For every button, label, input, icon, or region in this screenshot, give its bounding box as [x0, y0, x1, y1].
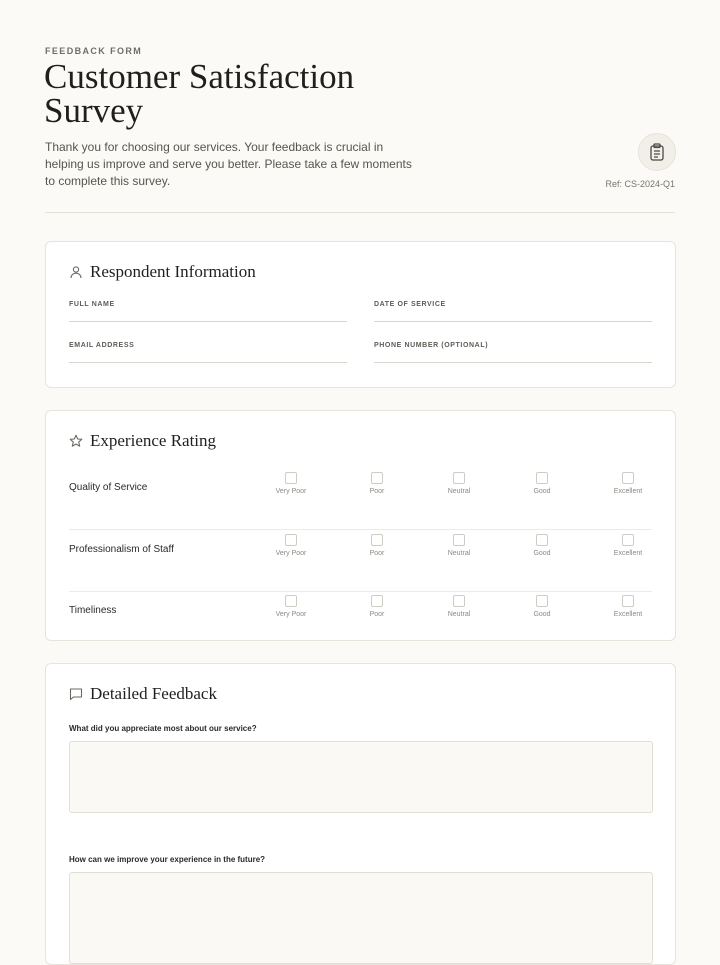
email-field[interactable]	[69, 342, 347, 363]
respondent-header	[69, 262, 256, 282]
clipboard-icon	[649, 143, 665, 161]
option-good[interactable]	[512, 534, 572, 557]
checkbox[interactable]	[371, 534, 383, 546]
option-label: Neutral	[447, 550, 471, 557]
option-poor[interactable]	[347, 595, 407, 618]
respondent-card	[45, 241, 676, 388]
reference-code: Ref: CS-2024-Q1	[605, 179, 675, 189]
option-excellent[interactable]	[598, 472, 658, 495]
option-label: Poor	[369, 550, 385, 557]
clipboard-badge	[638, 133, 676, 171]
feedback-header	[69, 684, 217, 704]
option-neutral[interactable]	[429, 472, 489, 495]
phone-label: PHONE NUMBER (OPTIONAL)	[374, 342, 489, 349]
option-label: Excellent	[613, 611, 643, 618]
user-icon	[69, 265, 83, 279]
option-good[interactable]	[512, 472, 572, 495]
date-of-service-label: DATE OF SERVICE	[374, 301, 446, 308]
rating-row-quality	[69, 468, 652, 530]
option-very-poor[interactable]	[261, 534, 321, 557]
full-name-field[interactable]	[69, 301, 347, 322]
checkbox[interactable]	[536, 534, 548, 546]
option-label: Good	[533, 488, 551, 495]
checkbox[interactable]	[622, 472, 634, 484]
question-appreciate-label: What did you appreciate most about our service?	[69, 724, 257, 733]
page-title: Customer Satisfaction Survey	[44, 57, 355, 130]
full-name-label: FULL NAME	[69, 301, 115, 308]
intro-text: Thank you for choosing our services. Your feedback is crucial in helping us improve and serve you better. Please take a few moments to complete this survey.	[45, 140, 412, 188]
rating-row-timeliness	[69, 591, 652, 652]
feedback-card	[45, 663, 676, 965]
rating-row-label: Timeliness	[69, 605, 117, 616]
full-name-input[interactable]	[69, 321, 347, 322]
option-label: Very Poor	[275, 488, 307, 495]
email-label: EMAIL ADDRESS	[69, 342, 135, 349]
checkbox[interactable]	[371, 595, 383, 607]
option-good[interactable]	[512, 595, 572, 618]
checkbox[interactable]	[622, 534, 634, 546]
phone-input[interactable]	[374, 362, 652, 363]
checkbox[interactable]	[285, 472, 297, 484]
rating-row-label: Quality of Service	[69, 482, 148, 493]
option-poor[interactable]	[347, 472, 407, 495]
option-label: Poor	[369, 611, 385, 618]
option-very-poor[interactable]	[261, 472, 321, 495]
checkbox[interactable]	[285, 595, 297, 607]
message-icon	[69, 687, 83, 701]
checkbox[interactable]	[285, 534, 297, 546]
feedback-title: Detailed Feedback	[90, 684, 217, 703]
respondent-title: Respondent Information	[90, 262, 256, 281]
checkbox[interactable]	[371, 472, 383, 484]
option-label: Neutral	[447, 488, 471, 495]
option-label: Very Poor	[275, 611, 307, 618]
option-label: Very Poor	[275, 550, 307, 557]
date-of-service-field[interactable]	[374, 301, 652, 322]
question-improve-label: How can we improve your experience in the future?	[69, 855, 266, 864]
option-excellent[interactable]	[598, 595, 658, 618]
option-label: Neutral	[447, 611, 471, 618]
checkbox[interactable]	[536, 472, 548, 484]
email-input[interactable]	[69, 362, 347, 363]
checkbox[interactable]	[536, 595, 548, 607]
option-label: Good	[533, 550, 551, 557]
header-divider	[45, 212, 675, 213]
appreciate-textarea[interactable]	[69, 741, 653, 813]
experience-header	[69, 431, 216, 451]
rating-row-professionalism	[69, 530, 652, 592]
checkbox[interactable]	[453, 595, 465, 607]
experience-title: Experience Rating	[90, 431, 217, 450]
checkbox[interactable]	[453, 472, 465, 484]
option-label: Excellent	[613, 550, 643, 557]
experience-card	[45, 410, 676, 641]
checkbox[interactable]	[622, 595, 634, 607]
option-label: Poor	[369, 488, 385, 495]
option-very-poor[interactable]	[261, 595, 321, 618]
form-eyebrow: FEEDBACK FORM	[45, 46, 143, 56]
checkbox[interactable]	[453, 534, 465, 546]
star-icon	[69, 434, 83, 448]
rating-row-label: Professionalism of Staff	[69, 544, 174, 555]
option-label: Good	[533, 611, 551, 618]
improve-textarea[interactable]	[69, 872, 653, 964]
date-of-service-input[interactable]	[374, 321, 652, 322]
option-poor[interactable]	[347, 534, 407, 557]
option-neutral[interactable]	[429, 595, 489, 618]
option-neutral[interactable]	[429, 534, 489, 557]
option-excellent[interactable]	[598, 534, 658, 557]
option-label: Excellent	[613, 488, 643, 495]
phone-field[interactable]	[374, 342, 652, 363]
